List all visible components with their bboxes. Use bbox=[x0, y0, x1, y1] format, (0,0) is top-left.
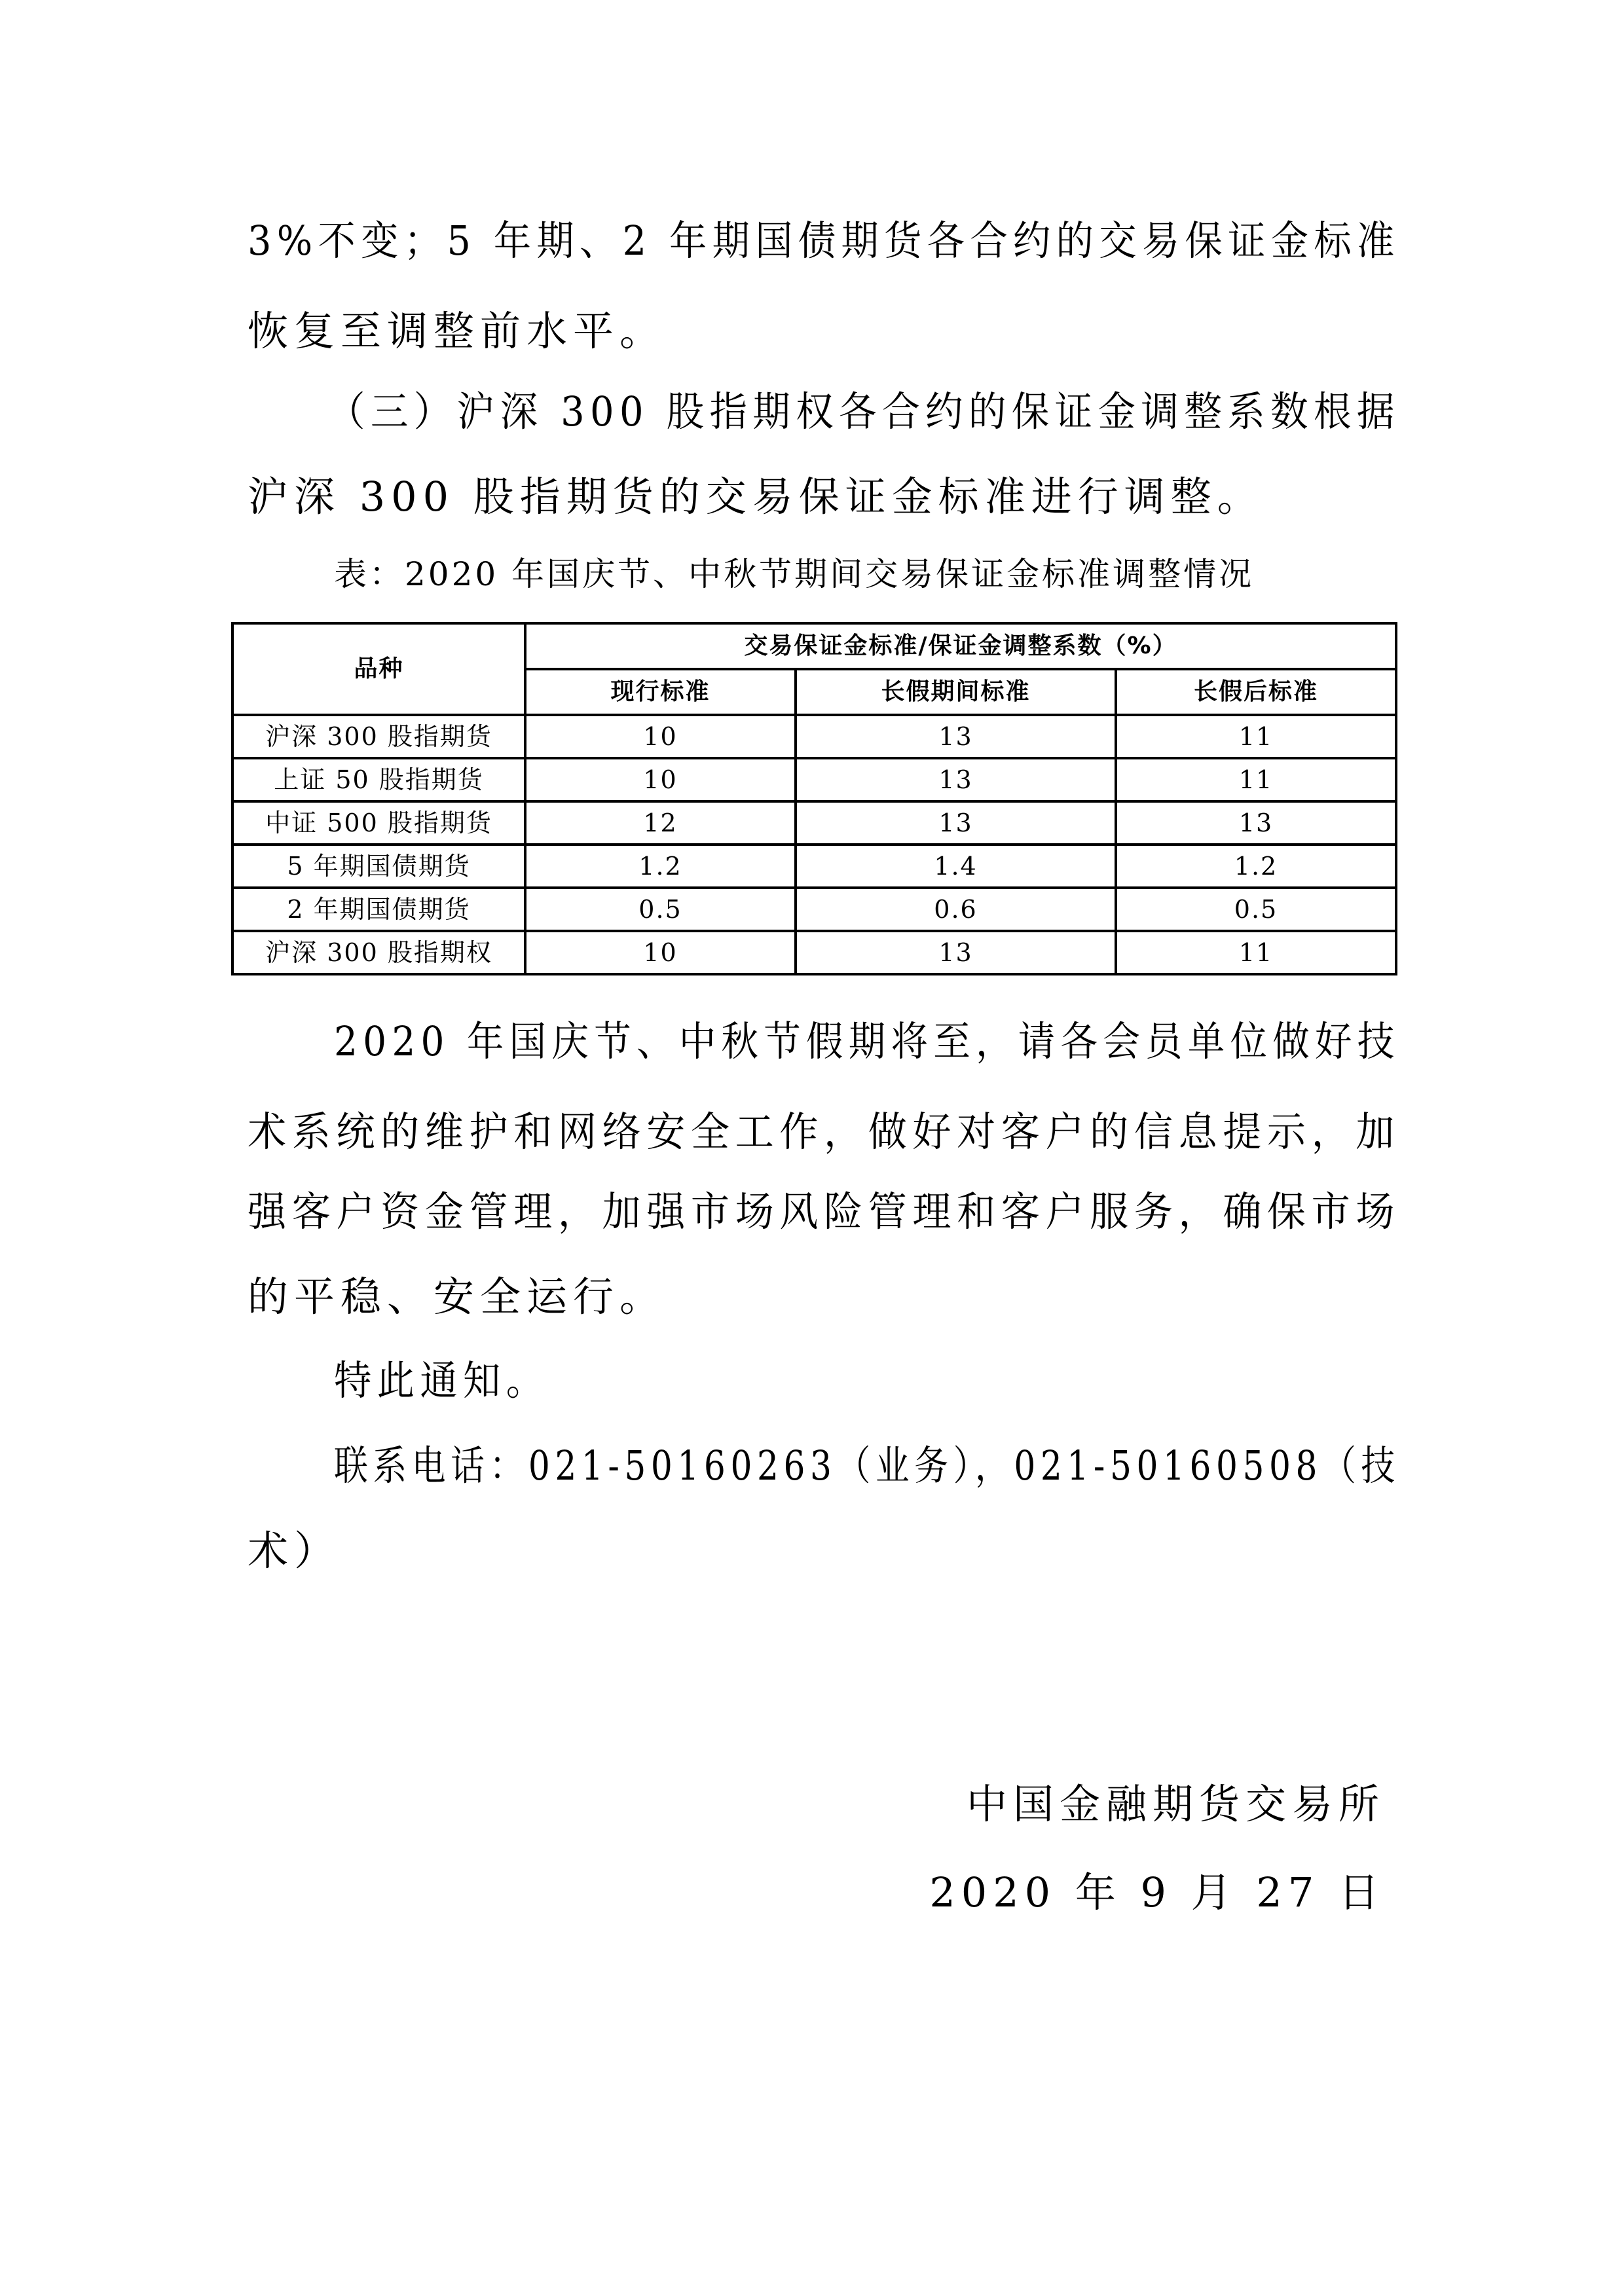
paragraph-line: （三）沪深 300 股指期权各合约的保证金调整系数根据 bbox=[327, 388, 1400, 435]
row-value: 1.2 bbox=[1116, 845, 1396, 888]
closing-text: 特此通知。 bbox=[334, 1357, 549, 1404]
row-value: 11 bbox=[1116, 931, 1396, 974]
row-value: 1.2 bbox=[525, 845, 796, 888]
paragraph-line: 沪深 300 股指期货的交易保证金标准进行调整。 bbox=[248, 473, 1264, 520]
table-row bbox=[232, 758, 1396, 801]
row-value: 11 bbox=[1116, 715, 1396, 758]
signature-organization: 中国金融期货交易所 bbox=[966, 1780, 1385, 1828]
header-current: 现行标准 bbox=[525, 669, 796, 715]
row-value: 0.5 bbox=[1116, 888, 1396, 931]
row-variety: 沪深 300 股指期货 bbox=[232, 715, 525, 758]
row-value: 10 bbox=[525, 931, 796, 974]
notice-line: 强客户资金管理，加强市场风险管理和客户服务，确保市场 bbox=[248, 1188, 1401, 1235]
notice-line: 术系统的维护和网络安全工作，做好对客户的信息提示，加 bbox=[248, 1108, 1401, 1156]
row-value: 10 bbox=[525, 758, 796, 801]
row-variety: 沪深 300 股指期权 bbox=[232, 931, 525, 974]
header-group: 交易保证金标准/保证金调整系数（%） bbox=[525, 623, 1396, 669]
row-value: 10 bbox=[525, 715, 796, 758]
row-value: 11 bbox=[1116, 758, 1396, 801]
header-after: 长假后标准 bbox=[1116, 669, 1396, 715]
notice-line: 的平稳、安全运行。 bbox=[248, 1273, 667, 1321]
paragraph-line: 3%不变；5 年期、2 年期国债期货各合约的交易保证金标准 bbox=[248, 217, 1400, 264]
table-row bbox=[232, 801, 1396, 845]
table-header-row bbox=[232, 623, 1396, 669]
row-value: 13 bbox=[796, 715, 1116, 758]
header-variety: 品种 bbox=[232, 623, 525, 715]
contact-line: 术） bbox=[248, 1527, 341, 1575]
contact-line: 联系电话：021-50160263（业务），021-50160508（技 bbox=[334, 1442, 1400, 1489]
table-row bbox=[232, 931, 1396, 974]
row-variety: 2 年期国债期货 bbox=[232, 888, 525, 931]
row-value: 13 bbox=[796, 758, 1116, 801]
row-value: 13 bbox=[1116, 801, 1396, 845]
row-value: 0.6 bbox=[796, 888, 1116, 931]
margin-table bbox=[231, 622, 1397, 975]
row-value: 12 bbox=[525, 801, 796, 845]
notice-line: 2020 年国庆节、中秋节假期将至，请各会员单位做好技 bbox=[334, 1017, 1400, 1065]
table-row bbox=[232, 715, 1396, 758]
paragraph-line: 恢复至调整前水平。 bbox=[248, 307, 667, 355]
row-value: 0.5 bbox=[525, 888, 796, 931]
row-value: 13 bbox=[796, 931, 1116, 974]
row-value: 13 bbox=[796, 801, 1116, 845]
row-value: 1.4 bbox=[796, 845, 1116, 888]
table-caption: 表：2020 年国庆节、中秋节期间交易保证金标准调整情况 bbox=[334, 555, 1255, 593]
table-row bbox=[232, 845, 1396, 888]
row-variety: 上证 50 股指期货 bbox=[232, 758, 525, 801]
row-variety: 中证 500 股指期货 bbox=[232, 801, 525, 845]
table-row bbox=[232, 888, 1396, 931]
row-variety: 5 年期国债期货 bbox=[232, 845, 525, 888]
header-holiday: 长假期间标准 bbox=[796, 669, 1116, 715]
signature-date: 2020 年 9 月 27 日 bbox=[929, 1868, 1385, 1916]
